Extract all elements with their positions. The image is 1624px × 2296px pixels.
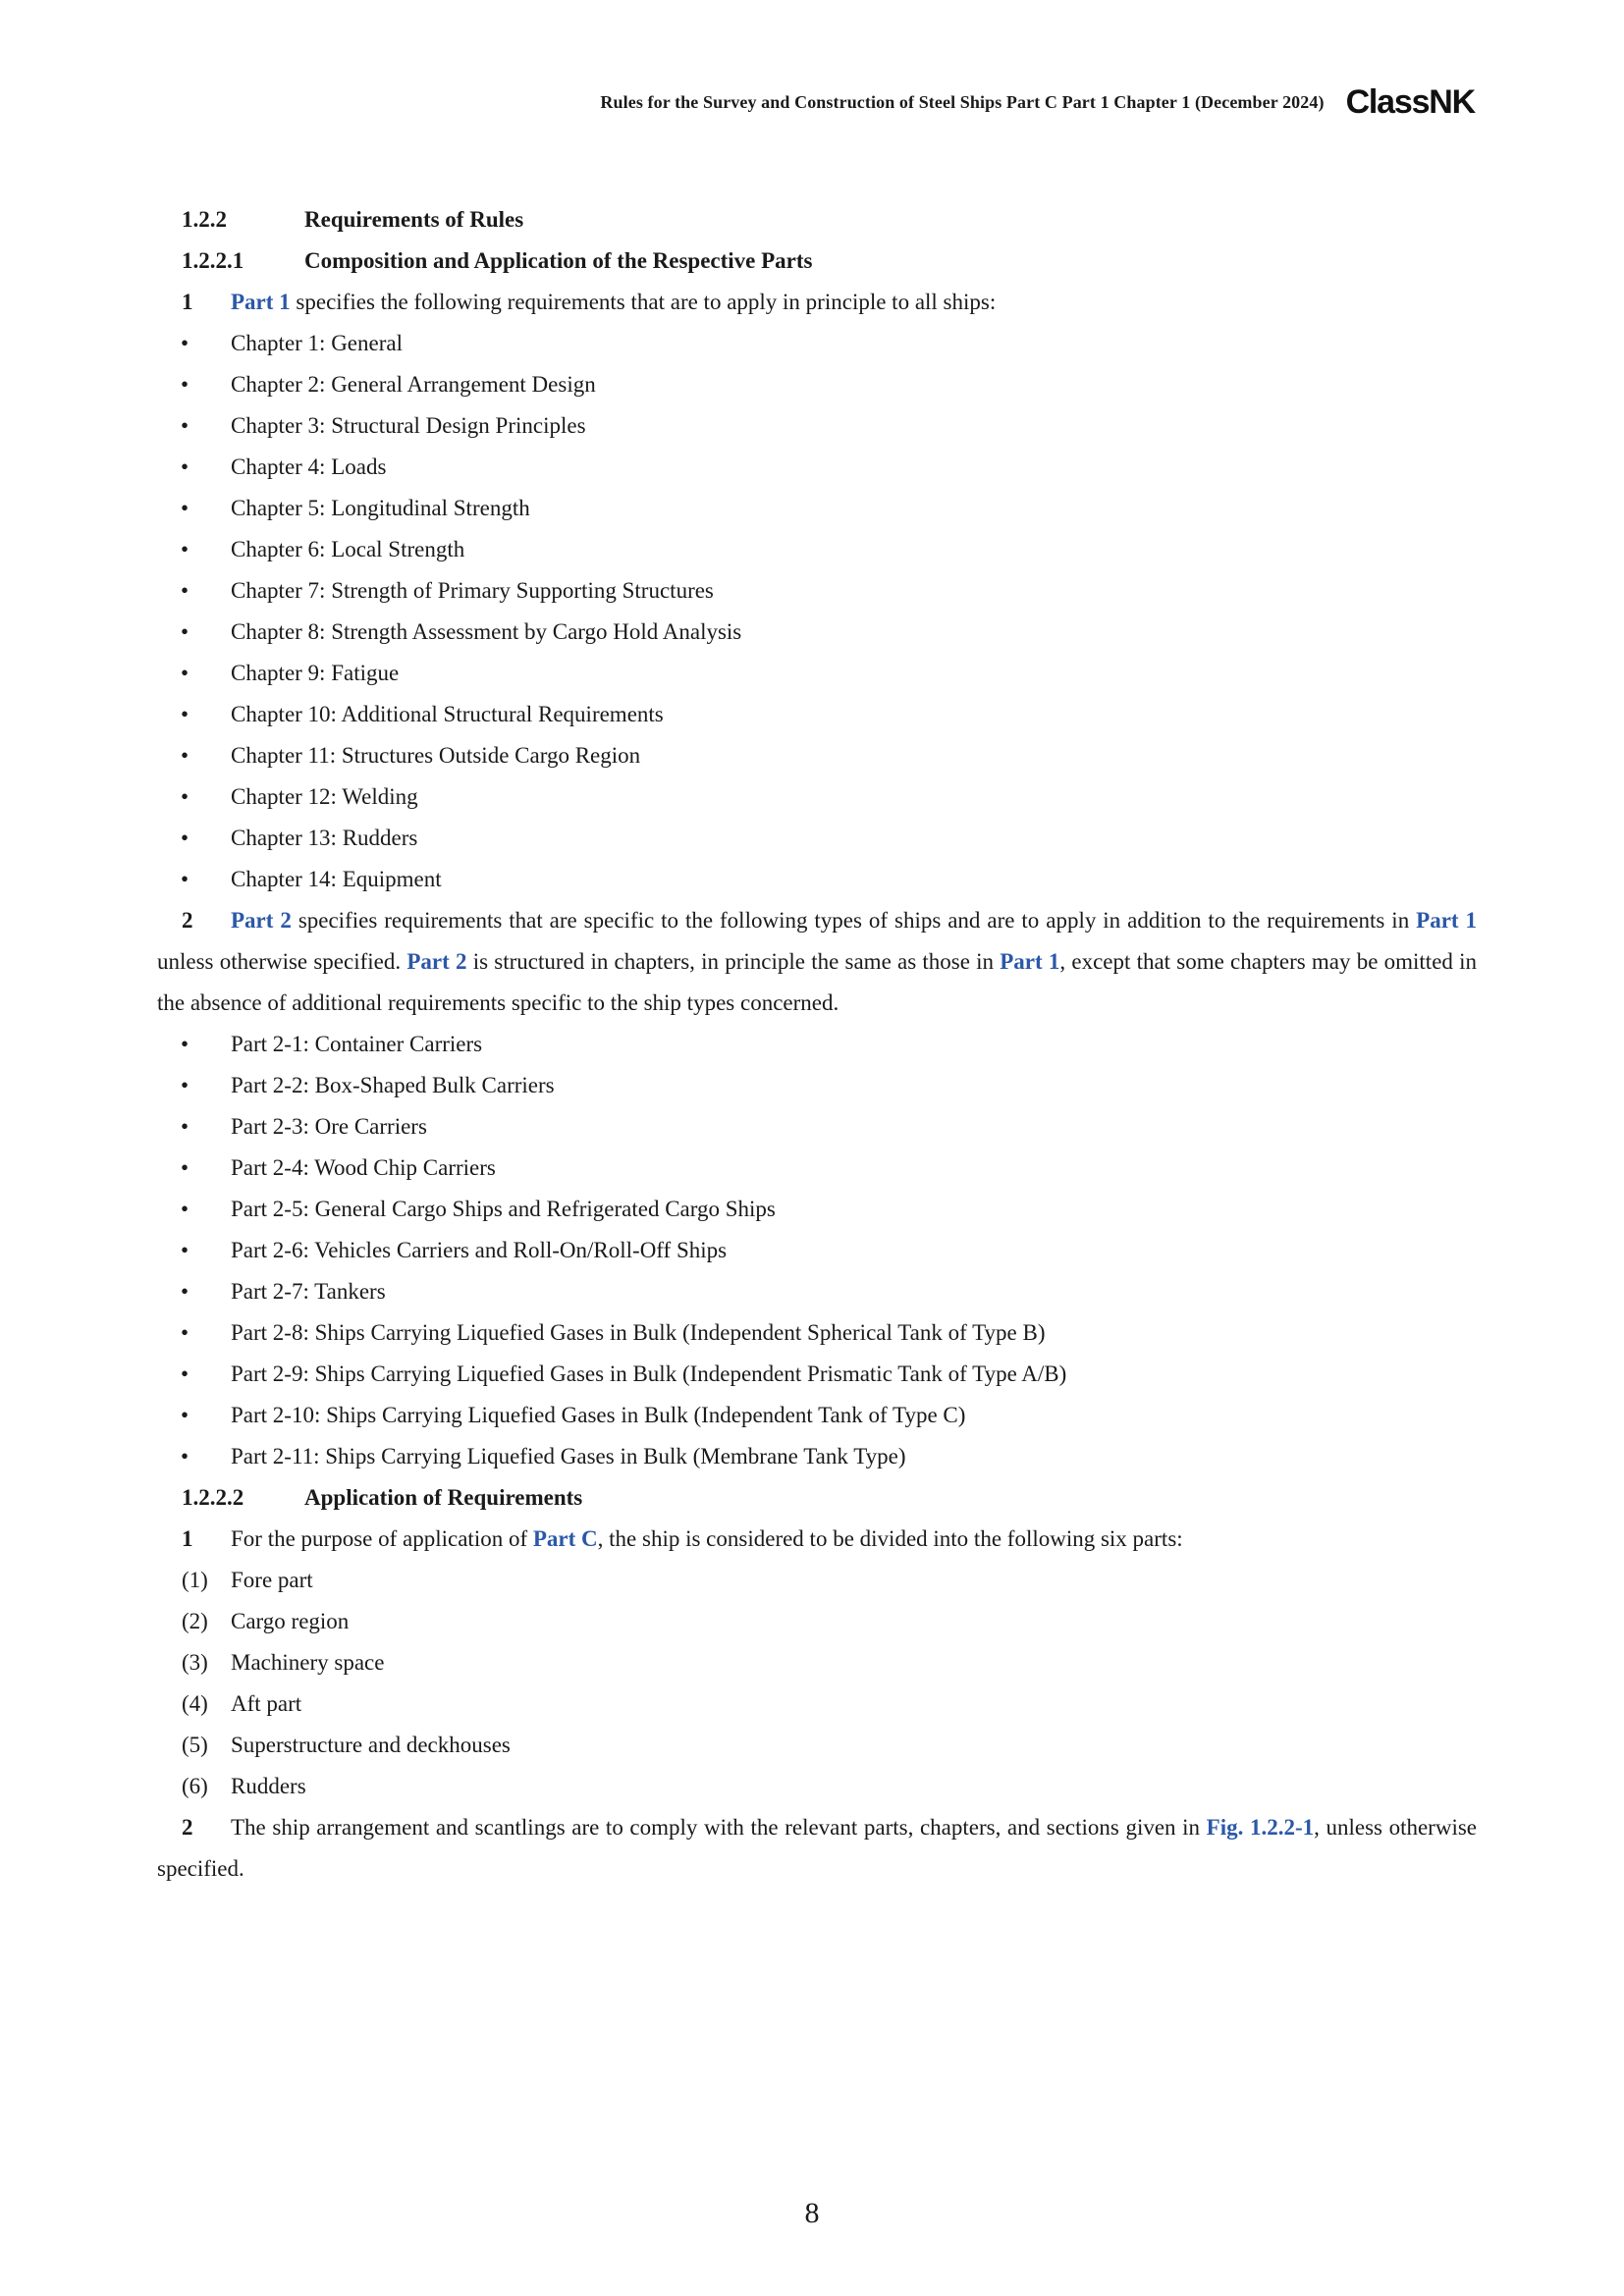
- bullet-icon: •: [181, 1073, 189, 1097]
- paragraph-2: [157, 1807, 1477, 1890]
- list-item: [157, 776, 1477, 818]
- list-item-text: Chapter 8: Strength Assessment by Cargo Hold Analysis: [231, 619, 742, 644]
- ship-type-list: [157, 1024, 1477, 1477]
- list-item-text: Aft part: [231, 1691, 302, 1716]
- page-header: [0, 82, 1475, 122]
- list-item: [157, 694, 1477, 735]
- bullet-icon: •: [181, 331, 189, 355]
- bullet-icon: •: [181, 578, 189, 603]
- list-item-text: Chapter 9: Fatigue: [231, 661, 400, 685]
- part-1-link[interactable]: Part 1: [1416, 908, 1478, 933]
- part-1-link[interactable]: Part 1: [1000, 949, 1060, 974]
- bullet-icon: •: [181, 743, 189, 768]
- paragraph-text: , except that some chapters may be omitted in the absence of additional requirements specific to the ship types concerned.: [157, 949, 1478, 1015]
- paragraph-number: 1: [182, 290, 193, 314]
- paragraph-text: , the ship is considered to be divided into the following six parts:: [597, 1526, 1183, 1551]
- section-title: Requirements of Rules: [304, 207, 524, 232]
- item-number: (5): [182, 1733, 208, 1757]
- section-title: Application of Requirements: [304, 1485, 583, 1510]
- list-item: [157, 1725, 1477, 1766]
- paragraph-1: [157, 282, 1477, 323]
- bullet-icon: •: [181, 454, 189, 479]
- bullet-icon: •: [181, 496, 189, 520]
- part-2-link[interactable]: Part 2: [406, 949, 467, 974]
- document-body: [157, 199, 1477, 1890]
- figure-link[interactable]: Fig. 1.2.2-1: [1206, 1815, 1315, 1840]
- list-item-text: Fore part: [231, 1568, 313, 1592]
- bullet-icon: •: [181, 372, 189, 397]
- paragraph-text: , unless otherwise specified.: [157, 1815, 1478, 1881]
- part-2-link[interactable]: Part 2: [231, 908, 292, 933]
- list-item-text: Chapter 10: Additional Structural Requirements: [231, 702, 664, 726]
- bullet-icon: •: [181, 1403, 189, 1427]
- list-item: [157, 405, 1477, 447]
- list-item-text: Part 2-6: Vehicles Carriers and Roll-On/Roll-Off Ships: [231, 1238, 728, 1262]
- paragraph-text: For the purpose of application of: [231, 1526, 533, 1551]
- item-number: (2): [182, 1609, 208, 1633]
- bullet-icon: •: [181, 1362, 189, 1386]
- list-item: [157, 529, 1477, 570]
- list-item: [157, 653, 1477, 694]
- list-item-text: Part 2-7: Tankers: [231, 1279, 386, 1304]
- item-number: (6): [182, 1774, 208, 1798]
- list-item-text: Chapter 13: Rudders: [231, 826, 418, 850]
- bullet-icon: •: [181, 1114, 189, 1139]
- list-item: [157, 818, 1477, 859]
- bullet-icon: •: [181, 1238, 189, 1262]
- list-item: [157, 1601, 1477, 1642]
- paragraph-number: 2: [182, 908, 193, 933]
- bullet-icon: •: [181, 413, 189, 438]
- page-number: 8: [804, 2197, 820, 2229]
- ship-parts-list: [157, 1560, 1477, 1807]
- list-item-text: Cargo region: [231, 1609, 350, 1633]
- list-item: [157, 612, 1477, 653]
- paragraph-number: 1: [182, 1526, 193, 1551]
- bullet-icon: •: [181, 702, 189, 726]
- list-item: [157, 364, 1477, 405]
- list-item-text: Chapter 4: Loads: [231, 454, 387, 479]
- list-item-text: Part 2-4: Wood Chip Carriers: [231, 1155, 496, 1180]
- bullet-icon: •: [181, 826, 189, 850]
- list-item-text: Chapter 5: Longitudinal Strength: [231, 496, 530, 520]
- paragraph-text: specifies the following requirements that are to apply in principle to all ships:: [290, 290, 997, 314]
- section-heading-1-2-2: [157, 199, 1477, 240]
- paragraph-1: [157, 1519, 1477, 1560]
- bullet-icon: •: [181, 1444, 189, 1468]
- list-item-text: Chapter 14: Equipment: [231, 867, 442, 891]
- paragraph-text: unless otherwise specified.: [157, 949, 407, 974]
- section-number: 1.2.2.2: [182, 1485, 244, 1510]
- list-item-text: Chapter 11: Structures Outside Cargo Region: [231, 743, 641, 768]
- section-title: Composition and Application of the Respective Parts: [304, 248, 813, 273]
- item-number: (3): [182, 1650, 208, 1675]
- list-item-text: Machinery space: [231, 1650, 385, 1675]
- list-item: [157, 570, 1477, 612]
- list-item-text: Part 2-9: Ships Carrying Liquefied Gases in Bulk (Independent Prismatic Tank of Type A/B): [231, 1362, 1067, 1386]
- list-item: [157, 1312, 1477, 1354]
- list-item: [157, 1106, 1477, 1148]
- list-item: [157, 1354, 1477, 1395]
- paragraph-text: specifies requirements that are specific to the following types of ships and are to apply in addition to the requirements in: [291, 908, 1417, 933]
- list-item: [157, 1148, 1477, 1189]
- list-item-text: Part 2-11: Ships Carrying Liquefied Gases in Bulk (Membrane Tank Type): [231, 1444, 906, 1468]
- list-item: [157, 488, 1477, 529]
- bullet-icon: •: [181, 537, 189, 561]
- list-item-text: Part 2-1: Container Carriers: [231, 1032, 483, 1056]
- part-1-link[interactable]: Part 1: [231, 290, 291, 314]
- bullet-icon: •: [181, 1032, 189, 1056]
- list-item: [157, 323, 1477, 364]
- list-item: [157, 859, 1477, 900]
- paragraph-text: is structured in chapters, in principle the same as those in: [466, 949, 1001, 974]
- list-item: [157, 1065, 1477, 1106]
- list-item: [157, 1189, 1477, 1230]
- item-number: (1): [182, 1568, 208, 1592]
- paragraph-2: [157, 900, 1477, 1024]
- paragraph-text: The ship arrangement and scantlings are to comply with the relevant parts, chapters, and sections given in: [231, 1815, 1207, 1840]
- bullet-icon: •: [181, 784, 189, 809]
- list-item: [157, 1436, 1477, 1477]
- list-item-text: Part 2-5: General Cargo Ships and Refrigerated Cargo Ships: [231, 1197, 776, 1221]
- list-item-text: Part 2-8: Ships Carrying Liquefied Gases in Bulk (Independent Spherical Tank of Type B): [231, 1320, 1046, 1345]
- list-item: [157, 1230, 1477, 1271]
- part-c-link[interactable]: Part C: [532, 1526, 598, 1551]
- list-item-text: Part 2-2: Box-Shaped Bulk Carriers: [231, 1073, 555, 1097]
- bullet-icon: •: [181, 1197, 189, 1221]
- list-item-text: Part 2-3: Ore Carriers: [231, 1114, 427, 1139]
- paragraph-number: 2: [182, 1815, 193, 1840]
- bullet-icon: •: [181, 1279, 189, 1304]
- header-title: Rules for the Survey and Construction of Steel Ships Part C Part 1 Chapter 1 (December 2024): [600, 91, 1325, 112]
- item-number: (4): [182, 1691, 208, 1716]
- list-item-text: Part 2-10: Ships Carrying Liquefied Gases in Bulk (Independent Tank of Type C): [231, 1403, 966, 1427]
- list-item: [157, 1024, 1477, 1065]
- list-item: [157, 735, 1477, 776]
- bullet-icon: •: [181, 1320, 189, 1345]
- list-item-text: Chapter 2: General Arrangement Design: [231, 372, 596, 397]
- list-item-text: Rudders: [231, 1774, 306, 1798]
- list-item: [157, 447, 1477, 488]
- list-item: [157, 1683, 1477, 1725]
- list-item-text: Superstructure and deckhouses: [231, 1733, 511, 1757]
- bullet-icon: •: [181, 1155, 189, 1180]
- list-item-text: Chapter 1: General: [231, 331, 403, 355]
- classnk-logo: ClassNK: [1345, 82, 1475, 121]
- list-item: [157, 1395, 1477, 1436]
- list-item: [157, 1642, 1477, 1683]
- list-item-text: Chapter 12: Welding: [231, 784, 418, 809]
- list-item-text: Chapter 7: Strength of Primary Supporting Structures: [231, 578, 714, 603]
- list-item: [157, 1766, 1477, 1807]
- bullet-icon: •: [181, 867, 189, 891]
- chapter-list: [157, 323, 1477, 900]
- list-item-text: Chapter 6: Local Strength: [231, 537, 465, 561]
- section-heading-1-2-2-1: [157, 240, 1477, 282]
- list-item: [157, 1560, 1477, 1601]
- section-number: 1.2.2: [182, 207, 227, 232]
- list-item: [157, 1271, 1477, 1312]
- section-heading-1-2-2-2: [157, 1477, 1477, 1519]
- bullet-icon: •: [181, 661, 189, 685]
- bullet-icon: •: [181, 619, 189, 644]
- list-item-text: Chapter 3: Structural Design Principles: [231, 413, 586, 438]
- section-number: 1.2.2.1: [182, 248, 244, 273]
